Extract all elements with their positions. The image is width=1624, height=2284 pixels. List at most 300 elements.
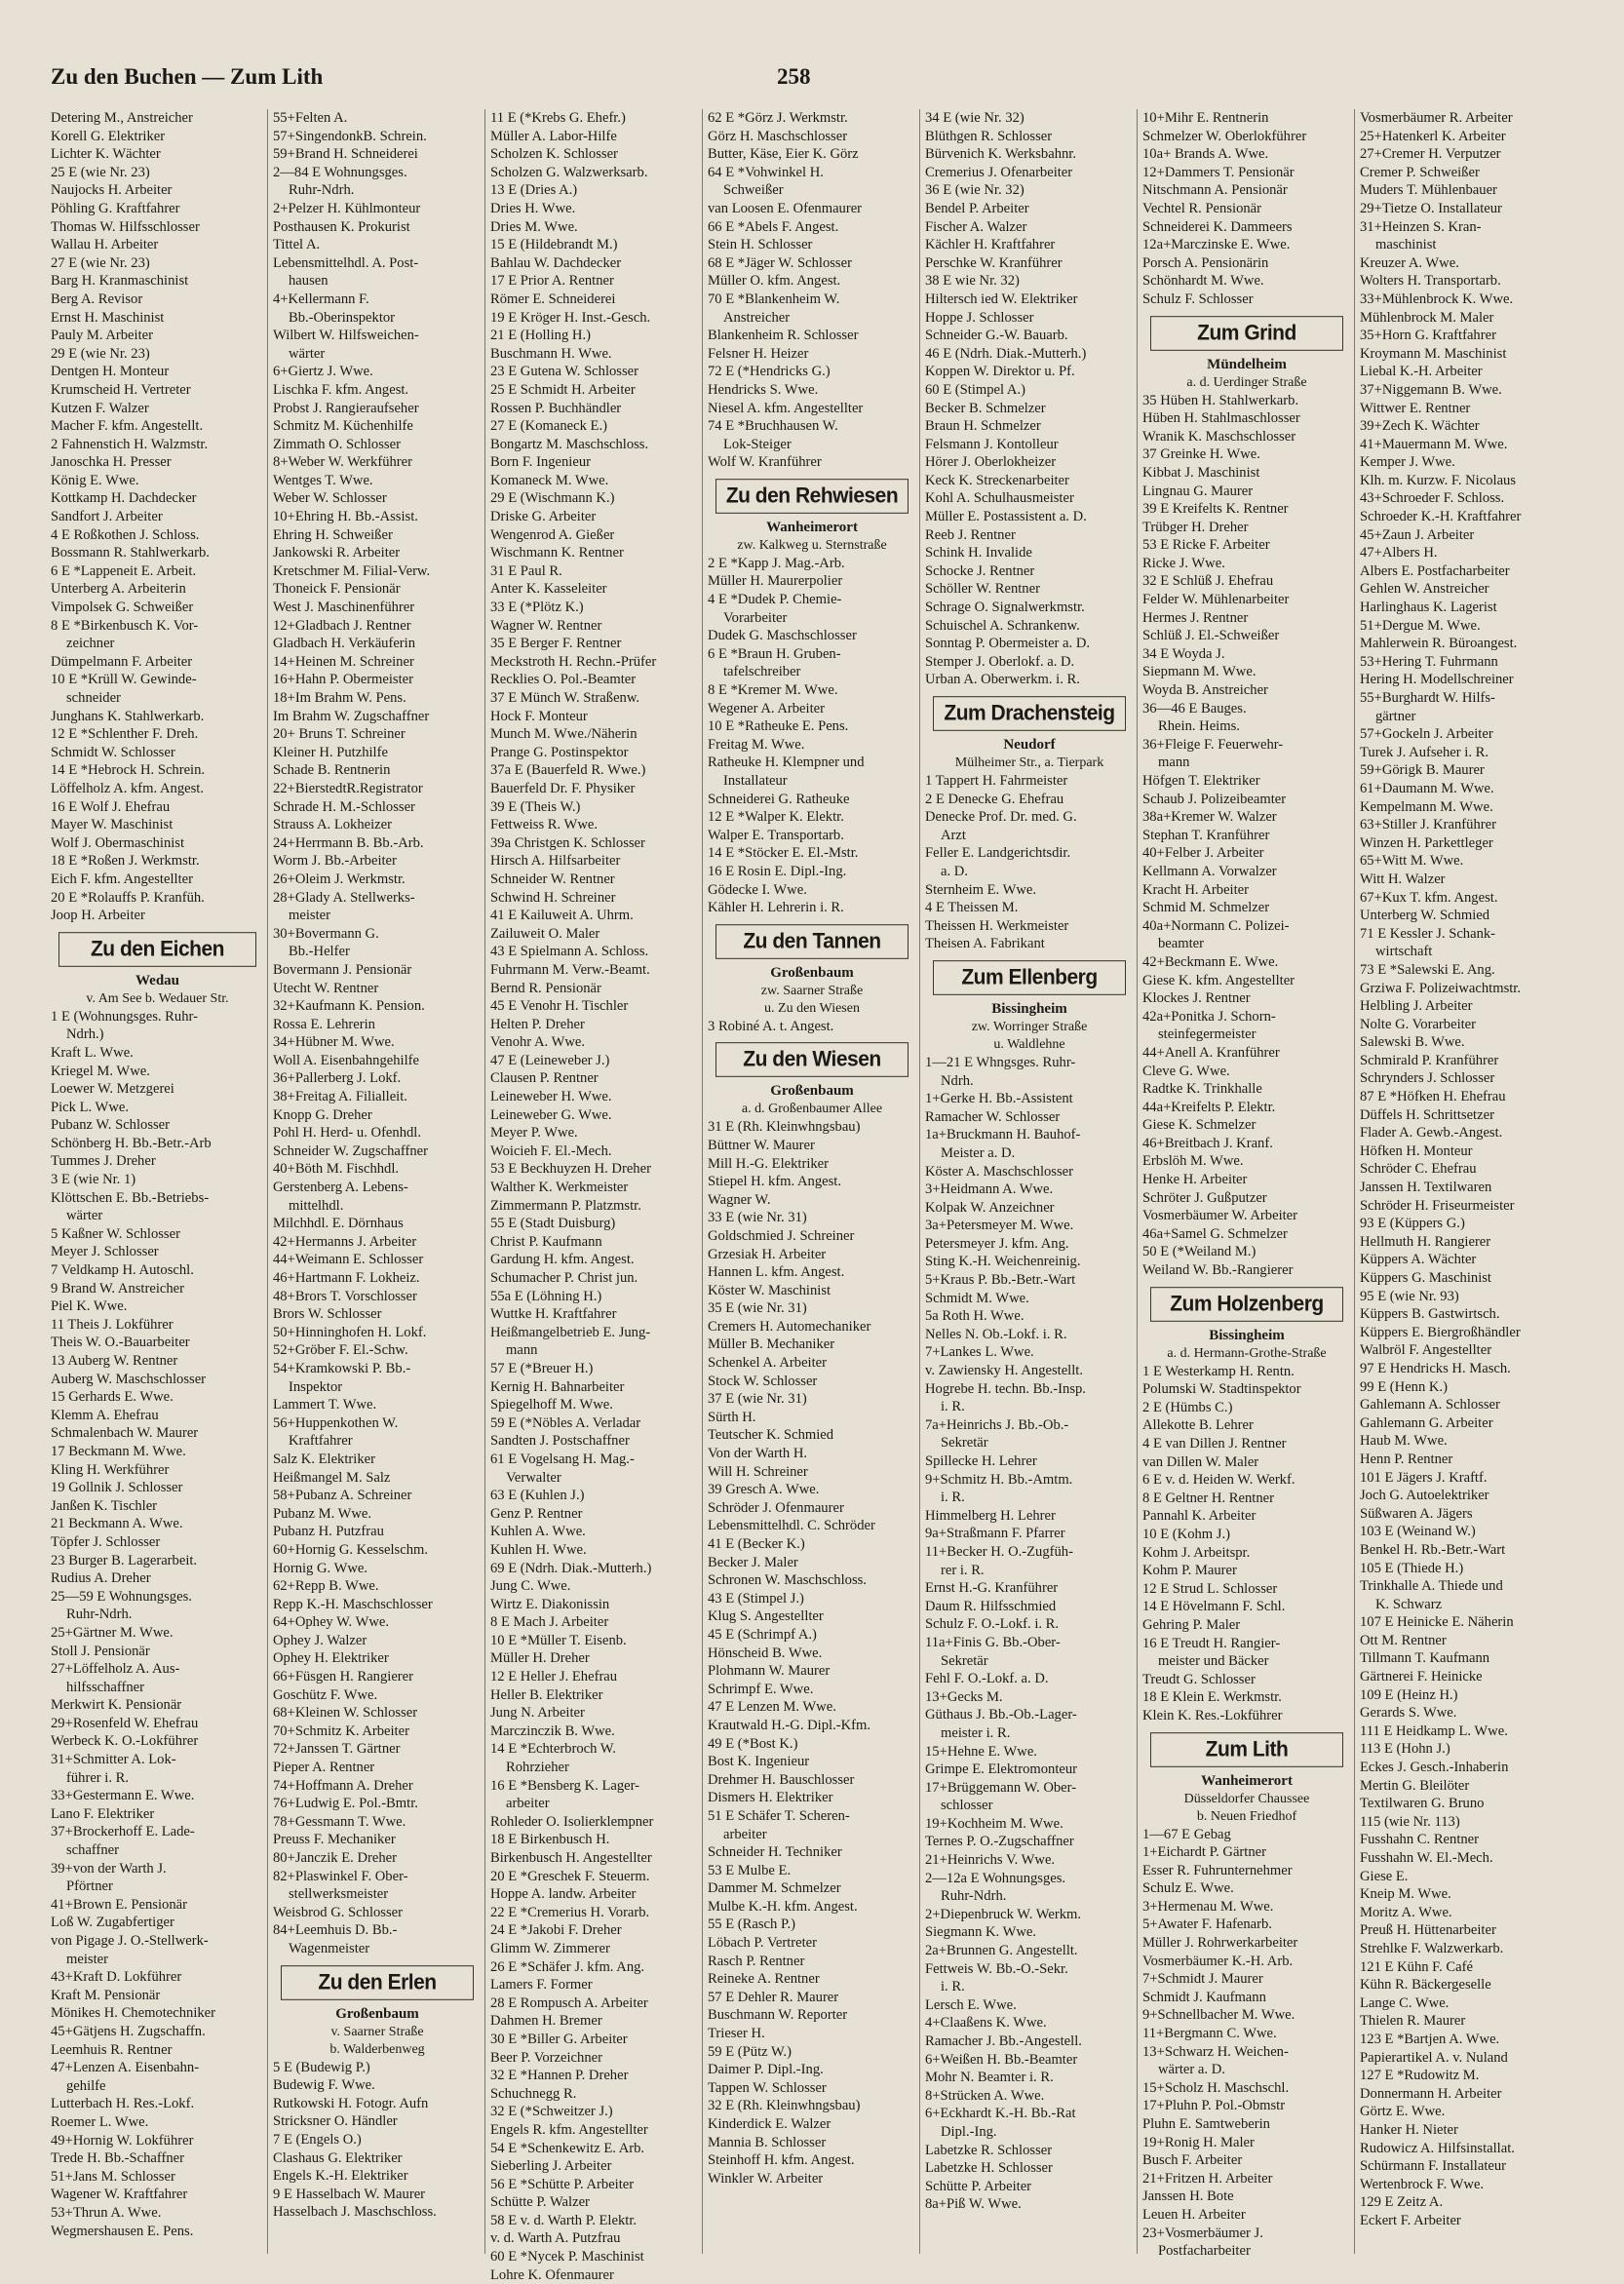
directory-entry: Theissen H. Werkmeister <box>925 917 1069 934</box>
directory-entry: 45+Zaun J. Arbeiter <box>1360 526 1475 543</box>
directory-entry: 63 E (Kuhlen J.) <box>490 1488 585 1504</box>
directory-entry: 28 E Rompusch A. Arbeiter <box>490 1994 648 2011</box>
directory-entry: Römer E. Schneiderei <box>490 290 616 307</box>
directory-entry: Schmitz M. Küchenhilfe <box>273 418 413 435</box>
directory-entry: meister <box>66 1951 108 1967</box>
directory-entry: Genz P. Rentner <box>490 1505 583 1522</box>
directory-entry: Pohl H. Herd- u. Ofenhdl. <box>273 1125 421 1142</box>
directory-entry: 68+Kleinen W. Schlosser <box>273 1705 418 1722</box>
directory-entry: Lersch E. Wwe. <box>925 1996 1017 2013</box>
directory-entry: Felder W. Mühlenarbeiter <box>1142 592 1290 608</box>
directory-entry: 37 E (wie Nr. 31) <box>708 1391 807 1408</box>
directory-entry: Reineke A. Rentner <box>708 1971 820 1988</box>
directory-entry: 74 E *Bruchhausen W. <box>708 418 838 435</box>
directory-entry: Klockes J. Rentner <box>1142 990 1251 1007</box>
directory-entry: 41 E (Becker K.) <box>708 1536 805 1552</box>
directory-entry: 7 E (Engels O.) <box>273 2131 362 2148</box>
directory-entry: Anstreicher <box>723 309 791 326</box>
directory-entry: 10+Ehring H. Bb.-Assist. <box>273 509 418 525</box>
directory-entry: Mannia B. Schlosser <box>708 2134 827 2150</box>
directory-entry: maschinist <box>1375 237 1437 253</box>
directory-entry: Küppers E. Biergroßhändler <box>1360 1324 1521 1340</box>
directory-entry: 12 E *Walper K. Elektr. <box>708 809 844 826</box>
directory-entry: Lange C. Wwe. <box>1360 1994 1450 2011</box>
directory-entry: v. Zawiensky H. Angestellt. <box>925 1363 1083 1379</box>
directory-entry: 4 E *Dudek P. Chemie- <box>708 592 842 608</box>
directory-entry: 21 Beckmann A. Wwe. <box>51 1516 183 1532</box>
directory-entry: Kohm J. Arbeitspr. <box>1142 1544 1251 1561</box>
directory-entry: Stephan T. Kranführer <box>1142 827 1270 843</box>
directory-entry: 51+Jans M. Schlosser <box>51 2168 175 2185</box>
directory-entry: 33+Mühlenbrock K. Wwe. <box>1360 290 1514 307</box>
directory-entry: Schocke J. Rentner <box>925 562 1035 579</box>
directory-entry: 8 E Mach J. Arbeiter <box>490 1614 609 1631</box>
directory-entry: 54+Kramkowski P. Bb.- <box>273 1360 411 1376</box>
directory-entry: Liebal K.-H. Arbeiter <box>1360 364 1483 380</box>
directory-entry: Papierartikel A. v. Nuland <box>1360 2049 1508 2066</box>
directory-entry: 74+Hoffmann A. Dreher <box>273 1777 413 1794</box>
directory-entry: 1+Eichardt P. Gärtner <box>1142 1844 1266 1861</box>
directory-entry: a. D. <box>941 863 968 879</box>
directory-entry: Roemer L. Wwe. <box>51 2113 149 2130</box>
directory-entry: Dahmen H. Bremer <box>490 2013 602 2030</box>
directory-entry: stellwerksmeister <box>289 1886 389 1903</box>
directory-entry: Büttner W. Maurer <box>708 1137 815 1153</box>
street-heading: Zu den Tannen <box>715 924 909 959</box>
directory-entry: 43+Schroeder F. Schloss. <box>1360 490 1505 507</box>
directory-entry: 20 E *Greschek F. Steuerm. <box>490 1868 650 1884</box>
street-location: b. Neuen Friedhof <box>1196 1808 1297 1824</box>
directory-entry: Stiepel H. kfm. Angest. <box>708 1174 842 1190</box>
directory-entry: 19+Ronig H. Maler <box>1142 2134 1255 2150</box>
directory-entry: 43 E Spielmann A. Schloss. <box>490 944 649 960</box>
directory-entry: wärter a. D. <box>1158 2062 1225 2078</box>
directory-entry: 46+Hartmann F. Lokheiz. <box>273 1270 420 1286</box>
directory-entry: Lingnau G. Maurer <box>1142 483 1254 499</box>
directory-entry: Harlinghaus K. Lagerist <box>1360 600 1497 616</box>
directory-entry: 10 E *Krüll W. Gewinde- <box>51 672 197 688</box>
directory-entry: 34 E (wie Nr. 32) <box>925 110 1025 126</box>
directory-entry: i. R. <box>941 1490 965 1506</box>
directory-entry: Inspektor <box>289 1378 343 1395</box>
directory-entry: 14 E *Hebrock H. Schrein. <box>51 762 206 779</box>
directory-entry: 12 E Heller J. Ehefrau <box>490 1669 618 1685</box>
directory-entry: Daum R. Hilfsschmied <box>925 1598 1057 1614</box>
directory-entry: 27+Löffelholz A. Aus- <box>51 1661 180 1678</box>
directory-entry: Rohrzieher <box>506 1760 569 1776</box>
page-number: 258 <box>777 64 811 89</box>
directory-entry: 33 E (wie Nr. 31) <box>708 1210 807 1226</box>
directory-entry: Hoppe A. landw. Arbeiter <box>490 1886 637 1903</box>
directory-entry: 72 E (*Hendricks G.) <box>708 364 831 380</box>
directory-entry: 1 E Westerkamp H. Rentn. <box>1142 1363 1295 1379</box>
directory-entry: Detering M., Anstreicher <box>51 110 193 126</box>
directory-entry: Mulbe K.-H. kfm. Angest. <box>708 1898 858 1915</box>
directory-entry: Goldschmied J. Schreiner <box>708 1227 855 1244</box>
directory-entry: Köster W. Maschinist <box>708 1282 831 1298</box>
directory-entry: Kibbat J. Maschinist <box>1142 464 1260 481</box>
directory-entry: 44a+Kreifelts P. Elektr. <box>1142 1099 1276 1115</box>
directory-entry: Bongartz M. Maschschloss. <box>490 436 649 452</box>
directory-entry: 71 E Kessler J. Schank- <box>1360 925 1496 942</box>
directory-entry: Marczinczik B. Wwe. <box>490 1723 615 1739</box>
directory-entry: 40a+Normann C. Polizei- <box>1142 917 1290 934</box>
directory-entry: mann <box>1158 755 1190 771</box>
directory-entry: 15 E (Hildebrandt M.) <box>490 237 618 253</box>
directory-entry: 45 E Venohr H. Tischler <box>490 998 629 1015</box>
directory-entry: Klh. m. Kurzw. F. Nicolaus <box>1360 472 1517 488</box>
directory-entry: Görtz E. Wwe. <box>1360 2104 1446 2120</box>
directory-entry: Fusshahn C. Rentner <box>1360 1832 1480 1848</box>
directory-entry: Schumacher P. Christ jun. <box>490 1270 638 1286</box>
directory-entry: 30+Bovermann G. <box>273 925 379 942</box>
directory-entry: Eckert F. Arbeiter <box>1360 2212 1461 2228</box>
directory-entry: Ophey J. Walzer <box>273 1632 367 1648</box>
directory-entry: Müller H. Dreher <box>490 1650 590 1667</box>
directory-entry: 4 E Roßkothen J. Schloss. <box>51 526 200 543</box>
directory-entry: Petersmeyer J. kfm. Ang. <box>925 1235 1069 1252</box>
directory-entry: Berg A. Revisor <box>51 290 143 307</box>
directory-entry: Pöhling G. Kraftfahrer <box>51 200 180 216</box>
directory-entry: 46a+Samel G. Schmelzer <box>1142 1225 1288 1242</box>
directory-entry: Born F. Ingenieur <box>490 454 591 471</box>
directory-entry: 1+Gerke H. Bb.-Assistent <box>925 1091 1073 1107</box>
directory-entry: 56+Huppenkothen W. <box>273 1414 399 1431</box>
directory-entry: Dümpelmann F. Arbeiter <box>51 653 193 670</box>
directory-entry: 35 E (wie Nr. 31) <box>708 1300 807 1317</box>
directory-entry: Schmelzer W. Oberlokführer <box>1142 128 1307 144</box>
directory-entry: Mönikes H. Chemotechniker <box>51 2005 216 2022</box>
directory-entry: 36+Pallerberg J. Lokf. <box>273 1070 402 1087</box>
directory-entry: 105 E (Thiede H.) <box>1360 1560 1464 1576</box>
directory-entry: meister und Bäcker <box>1158 1653 1269 1670</box>
directory-entry: Hasselbach J. Maschschloss. <box>273 2204 437 2221</box>
directory-entry: Schöller W. Rentner <box>925 581 1040 598</box>
directory-entry: van Dillen W. Maler <box>1142 1453 1259 1470</box>
directory-entry: Bost K. Ingenieur <box>708 1754 810 1770</box>
directory-entry: Düffels H. Schrittsetzer <box>1360 1106 1494 1123</box>
directory-entry: 21+Fritzen H. Arbeiter <box>1142 2170 1273 2187</box>
directory-entry: Albers E. Postfacharbeiter <box>1360 562 1510 579</box>
directory-entry: Preuss F. Mechaniker <box>273 1832 396 1848</box>
directory-entry: Scholzen K. Schlosser <box>490 146 618 163</box>
directory-entry: Pauly M. Arbeiter <box>51 328 153 344</box>
directory-entry: Woll A. Eisenbahngehilfe <box>273 1052 419 1068</box>
directory-entry: Christ P. Kaufmann <box>490 1233 602 1250</box>
directory-entry: Piel K. Wwe. <box>51 1298 128 1315</box>
directory-entry: Bürvenich K. Werksbahnr. <box>925 146 1077 163</box>
directory-entry: Trieser H. <box>708 2026 765 2042</box>
directory-entry: 9 E Hasselbach W. Maurer <box>273 2186 426 2202</box>
directory-entry: Pluhn E. Samtweberin <box>1142 2116 1270 2132</box>
directory-entry: 39+Zech K. Wächter <box>1360 418 1480 435</box>
directory-entry: West J. Maschinenführer <box>273 600 415 616</box>
directory-entry: 35+Horn G. Kraftfahrer <box>1360 328 1496 344</box>
directory-entry: 18+Im Brahm W. Pens. <box>273 690 406 706</box>
directory-entry: Gardung H. kfm. Angest. <box>490 1252 635 1268</box>
directory-entry: Meyer P. Wwe. <box>490 1125 578 1142</box>
directory-entry: 11+Bergmann C. Wwe. <box>1142 2026 1277 2042</box>
directory-entry: 11+Becker H. O.-Zugfüh- <box>925 1543 1073 1560</box>
directory-entry: 8a+Piß W. Wwe. <box>925 2196 1022 2213</box>
directory-entry: 43+Kraft D. Lokführer <box>51 1969 182 1986</box>
directory-entry: Bernd R. Pensionär <box>490 980 601 996</box>
directory-entry: 17+Brüggemann W. Ober- <box>925 1779 1077 1796</box>
directory-entry: Küppers B. Gastwirtsch. <box>1360 1306 1500 1323</box>
directory-entry: Kottkamp H. Dachdecker <box>51 490 197 507</box>
directory-entry: Gerards S. Wwe. <box>1360 1705 1457 1722</box>
directory-entry: 40+Böth M. Fischhdl. <box>273 1161 400 1178</box>
directory-entry: Lano F. Elektriker <box>51 1805 155 1822</box>
directory-entry: Schneiderei G. Ratheuke <box>708 791 850 807</box>
directory-entry: 49 E (*Bost K.) <box>708 1735 798 1752</box>
directory-entry: Junghans K. Stahlwerkarb. <box>51 708 205 724</box>
directory-entry: Arzt <box>941 827 966 843</box>
directory-entry: 6+Weißen H. Bb.-Beamter <box>925 2051 1078 2068</box>
directory-entry: 40+Felber J. Arbeiter <box>1142 845 1264 862</box>
directory-entry: Korell G. Elektriker <box>51 128 166 144</box>
directory-entry: 17+Pluhn P. Pol.-Obmstr <box>1142 2098 1286 2114</box>
directory-entry: Klemm A. Ehefrau <box>51 1407 159 1423</box>
directory-entry: Drehmer H. Bauschlosser <box>708 1771 855 1788</box>
directory-entry: 121 E Kühn F. Café <box>1360 1958 1473 1975</box>
district-name: Großenbaum <box>335 2005 419 2022</box>
directory-entry: Theisen A. Fabrikant <box>925 936 1045 952</box>
directory-entry: 57 E Dehler R. Maurer <box>708 1989 839 2005</box>
directory-entry: 4+Kellermann F. <box>273 290 369 307</box>
directory-entry: Anter K. Kasseleiter <box>490 581 607 598</box>
directory-entry: 10 E *Ratheuke E. Pens. <box>708 718 849 735</box>
directory-entry: Kroymann M. Maschinist <box>1360 345 1507 362</box>
directory-entry: 2—12a E Wohnungsges. <box>925 1870 1066 1886</box>
directory-entry: beamter <box>1158 936 1204 952</box>
street-heading: Zum Ellenberg <box>933 960 1126 995</box>
directory-entry: 67+Kux T. kfm. Angest. <box>1360 889 1498 906</box>
directory-entry: Jung N. Arbeiter <box>490 1705 585 1722</box>
directory-entry: Gärtnerei F. Heinicke <box>1360 1669 1483 1685</box>
directory-entry: Weisbrod G. Schlosser <box>273 1904 403 1920</box>
directory-entry: schneider <box>66 690 121 706</box>
directory-column <box>1355 109 1572 2254</box>
directory-entry: Blankenheim R. Schlosser <box>708 328 859 344</box>
directory-entry: Gladbach H. Verkäuferin <box>273 636 416 652</box>
directory-entry: steinfegermeister <box>1158 1026 1257 1043</box>
directory-entry: 29 E (wie Nr. 23) <box>51 345 150 362</box>
directory-entry: 36+Fleige F. Feuerwehr- <box>1142 736 1284 753</box>
directory-entry: Will H. Schreiner <box>708 1463 808 1480</box>
directory-entry: König E. Wwe. <box>51 472 139 488</box>
directory-entry: Vechtel R. Pensionär <box>1142 200 1261 216</box>
directory-entry: 55 E (Stadt Duisburg) <box>490 1216 616 1232</box>
directory-entry: Küppers A. Wächter <box>1360 1252 1477 1268</box>
directory-entry: Woyda B. Anstreicher <box>1142 682 1268 699</box>
directory-entry: Dipl.-Ing. <box>941 2123 997 2140</box>
directory-entry: Klein K. Res.-Lokführer <box>1142 1707 1283 1723</box>
directory-entry: Rhein. Heims. <box>1158 718 1240 735</box>
directory-entry: Bauerfeld Dr. F. Physiker <box>490 780 636 796</box>
directory-entry: Wolf J. Obermaschinist <box>51 834 185 851</box>
directory-entry: 2 Fahnenstich H. Walzmstr. <box>51 436 209 452</box>
directory-entry: 22 E *Cremerius H. Vorarb. <box>490 1904 650 1920</box>
directory-entry: Kolpak W. Anzeichner <box>925 1199 1055 1216</box>
directory-entry: Sekretär <box>941 1652 988 1669</box>
directory-entry: Kuhlen H. Wwe. <box>490 1541 587 1558</box>
directory-entry: 34+Hübner M. Wwe. <box>273 1034 395 1051</box>
directory-entry: Görz H. Maschschlosser <box>708 128 848 144</box>
district-name: Bissingheim <box>991 1000 1067 1017</box>
directory-entry: Clashaus G. Elektriker <box>273 2149 403 2166</box>
directory-entry: Buschmann H. Wwe. <box>490 345 612 362</box>
street-location: v. Saarner Straße <box>330 2024 424 2039</box>
directory-entry: Pförtner <box>66 1878 113 1895</box>
street-location: v. Am See b. Wedauer Str. <box>86 990 229 1006</box>
directory-entry: 16+Hahn P. Obermeister <box>273 672 414 688</box>
directory-entry: 23+Vosmerbäumer J. <box>1142 2225 1263 2241</box>
directory-entry: Flader A. Gewb.-Angest. <box>1360 1125 1503 1142</box>
directory-entry: Kreuzer A. Wwe. <box>1360 254 1459 271</box>
district-name: Mündelheim <box>1207 356 1287 372</box>
directory-entry: 21 E (Holling H.) <box>490 328 591 344</box>
directory-entry: Goschütz F. Wwe. <box>273 1686 378 1703</box>
district-name: Bissingheim <box>1209 1327 1285 1343</box>
directory-entry: 5 E (Budewig P.) <box>273 2059 370 2075</box>
directory-entry: Rossa E. Lehrerin <box>273 1016 375 1032</box>
directory-entry: 16 E Treudt H. Rangier- <box>1142 1635 1281 1651</box>
directory-entry: Kuhlen A. Wwe. <box>490 1524 586 1540</box>
directory-entry: Esser R. Fuhrunternehmer <box>1142 1862 1293 1878</box>
directory-entry: wärter <box>289 345 326 362</box>
directory-entry: rer i. R. <box>941 1562 985 1578</box>
directory-entry: Schlüß J. El.-Schweißer <box>1142 628 1280 644</box>
directory-entry: 23 Burger B. Lagerarbeit. <box>51 1552 198 1568</box>
directory-entry: 19 E Kröger H. Inst.-Gesch. <box>490 309 651 326</box>
directory-entry: Wagener W. Kraftfahrer <box>51 2187 188 2203</box>
directory-entry: 33+Gestermann E. Wwe. <box>51 1788 195 1804</box>
directory-entry: 27+Cremer H. Verputzer <box>1360 146 1501 163</box>
directory-entry: 41+Mauermann M. Wwe. <box>1360 436 1508 452</box>
directory-entry: 59+Brand H. Schneiderei <box>273 146 418 163</box>
directory-entry: 8+Weber W. Werkführer <box>273 454 412 471</box>
directory-entry: Winzen H. Parkettleger <box>1360 834 1493 851</box>
directory-entry: Schrade H. M.-Schlosser <box>273 798 415 815</box>
directory-entry: 25 E Schmidt H. Arbeiter <box>490 381 636 398</box>
directory-entry: Labetzke H. Schlosser <box>925 2160 1053 2177</box>
directory-entry: Schönhardt M. Wwe. <box>1142 273 1264 290</box>
directory-entry: Dammer M. Schmelzer <box>708 1880 841 1897</box>
directory-entry: 58 E v. d. Warth P. Elektr. <box>490 2212 638 2228</box>
directory-entry: 27 E (Komaneck E.) <box>490 418 607 435</box>
directory-entry: Schmid M. Schmelzer <box>1142 900 1270 916</box>
directory-entry: Denecke Prof. Dr. med. G. <box>925 809 1077 826</box>
directory-entry: Kraft M. Pensionär <box>51 1987 161 2003</box>
directory-entry: 13 Auberg W. Rentner <box>51 1353 178 1369</box>
directory-entry: Treudt G. Schlosser <box>1142 1671 1256 1687</box>
directory-entry: Rasch P. Rentner <box>708 1953 805 1969</box>
directory-entry: Merkwirt K. Pensionär <box>51 1697 182 1714</box>
directory-entry: Verwalter <box>506 1469 561 1486</box>
directory-entry: 7a+Heinrichs J. Bb.-Ob.- <box>925 1416 1069 1433</box>
directory-entry: 123 E *Bartjen A. Wwe. <box>1360 2031 1500 2047</box>
directory-entry: 115 (wie Nr. 113) <box>1360 1813 1460 1830</box>
directory-entry: Schröder C. Ehefrau <box>1360 1161 1477 1178</box>
directory-entry: Stock W. Schlosser <box>708 1373 818 1389</box>
directory-entry: 33 E (*Plötz K.) <box>490 600 584 616</box>
directory-entry: Recklies O. Pol.-Beamter <box>490 672 637 688</box>
directory-entry: Engels R. kfm. Angestellter <box>490 2121 648 2138</box>
directory-entry: meister <box>289 908 330 924</box>
directory-entry: Schulz E. Wwe. <box>1142 1880 1234 1897</box>
directory-entry: 51 E Schäfer T. Scheren- <box>708 1807 850 1824</box>
directory-entry: Janssen H. Textilwaren <box>1360 1180 1492 1196</box>
directory-entry: Fettweis W. Bb.-O.-Sekr. <box>925 1960 1068 1977</box>
directory-entry: 53 E Ricke F. Arbeiter <box>1142 537 1270 554</box>
directory-entry: 59+Görigk B. Maurer <box>1360 762 1485 779</box>
directory-entry: Lebensmittelhdl. A. Post- <box>273 254 419 271</box>
directory-entry: 65+Witt M. Wwe. <box>1360 853 1464 870</box>
street-location: a. d. Uerdinger Straße <box>1186 374 1307 390</box>
directory-entry: Werbeck K. O.-Lokführer <box>51 1733 199 1750</box>
directory-entry: Trede H. Bb.-Schaffner <box>51 2150 184 2167</box>
directory-entry: 56 E *Schütte P. Arbeiter <box>490 2176 635 2192</box>
directory-entry: 101 E Jägers J. Kraftf. <box>1360 1469 1488 1486</box>
directory-entry: Wegmershausen E. Pens. <box>51 2223 194 2239</box>
street-location: a. d. Großenbaumer Allee <box>741 1102 883 1117</box>
directory-entry: Salz K. Elektriker <box>273 1451 375 1467</box>
directory-entry: Pannahl K. Arbeiter <box>1142 1508 1257 1525</box>
directory-entry: 32 E *Hannen P. Dreher <box>490 2068 629 2084</box>
directory-entry: zeichner <box>66 636 115 652</box>
directory-entry: Turek J. Aufseher i. R. <box>1360 744 1489 760</box>
directory-entry: Giese E. <box>1360 1868 1409 1884</box>
directory-entry: Wagner W. Rentner <box>490 617 602 634</box>
directory-entry: Muders T. Mühlenbauer <box>1360 182 1497 199</box>
directory-entry: Trübger H. Dreher <box>1142 519 1249 535</box>
directory-entry: Clausen P. Rentner <box>490 1070 599 1087</box>
directory-entry: 42+Hermanns J. Arbeiter <box>273 1233 417 1250</box>
directory-entry: Hirsch A. Hilfsarbeiter <box>490 853 621 870</box>
directory-entry: 45+Gätjens H. Zugschaffn. <box>51 2023 206 2039</box>
directory-entry: Wranik K. Maschschlosser <box>1142 428 1296 445</box>
directory-entry: Kähler H. Lehrerin i. R. <box>708 900 844 916</box>
directory-entry: Postfacharbeiter <box>1158 2243 1251 2260</box>
directory-entry: Müller E. Postassistent a. D. <box>925 509 1087 525</box>
directory-entry: Kernig H. Bahnarbeiter <box>490 1378 625 1395</box>
directory-entry: Mayer W. Maschinist <box>51 817 174 833</box>
directory-entry: Milchhdl. E. Dörnhaus <box>273 1216 404 1232</box>
directory-entry: 84+Leemhuis D. Bb.- <box>273 1922 398 1939</box>
directory-entry: Gahlemann G. Arbeiter <box>1360 1414 1493 1431</box>
directory-entry: Kemper J. Wwe. <box>1360 454 1455 471</box>
directory-entry: Schade B. Rentnerin <box>273 762 391 779</box>
directory-entry: K. Schwarz <box>1375 1596 1443 1612</box>
directory-entry: 38+Freitag A. Filialleit. <box>273 1089 407 1105</box>
directory-entry: Beer P. Vorzeichner <box>490 2049 602 2066</box>
directory-entry: Gerstenberg A. Lebens- <box>273 1180 408 1196</box>
directory-entry: Ruhr-Ndrh. <box>941 1888 1007 1905</box>
directory-entry: Joch G. Autoelektriker <box>1360 1488 1489 1504</box>
directory-entry: Wegener A. Arbeiter <box>708 700 825 716</box>
directory-entry: 48+Brors T. Vorschlosser <box>273 1288 417 1304</box>
directory-entry: 24 E *Jakobi F. Dreher <box>490 1922 622 1939</box>
directory-entry: 12+Gladbach J. Rentner <box>273 617 411 634</box>
directory-entry: 37+Brockerhoff E. Lade- <box>51 1824 195 1840</box>
directory-entry: 19 Gollnik J. Schlosser <box>51 1480 183 1496</box>
directory-entry: Schmidt W. Schlosser <box>51 744 175 760</box>
directory-entry: 26+Oleim J. Werkmstr. <box>273 871 406 887</box>
directory-entry: 47 E Lenzen M. Wwe. <box>708 1699 836 1716</box>
directory-entry: Schaub J. Polizeibeamter <box>1142 791 1287 807</box>
directory-entry: 30 E *Biller G. Arbeiter <box>490 2031 628 2047</box>
